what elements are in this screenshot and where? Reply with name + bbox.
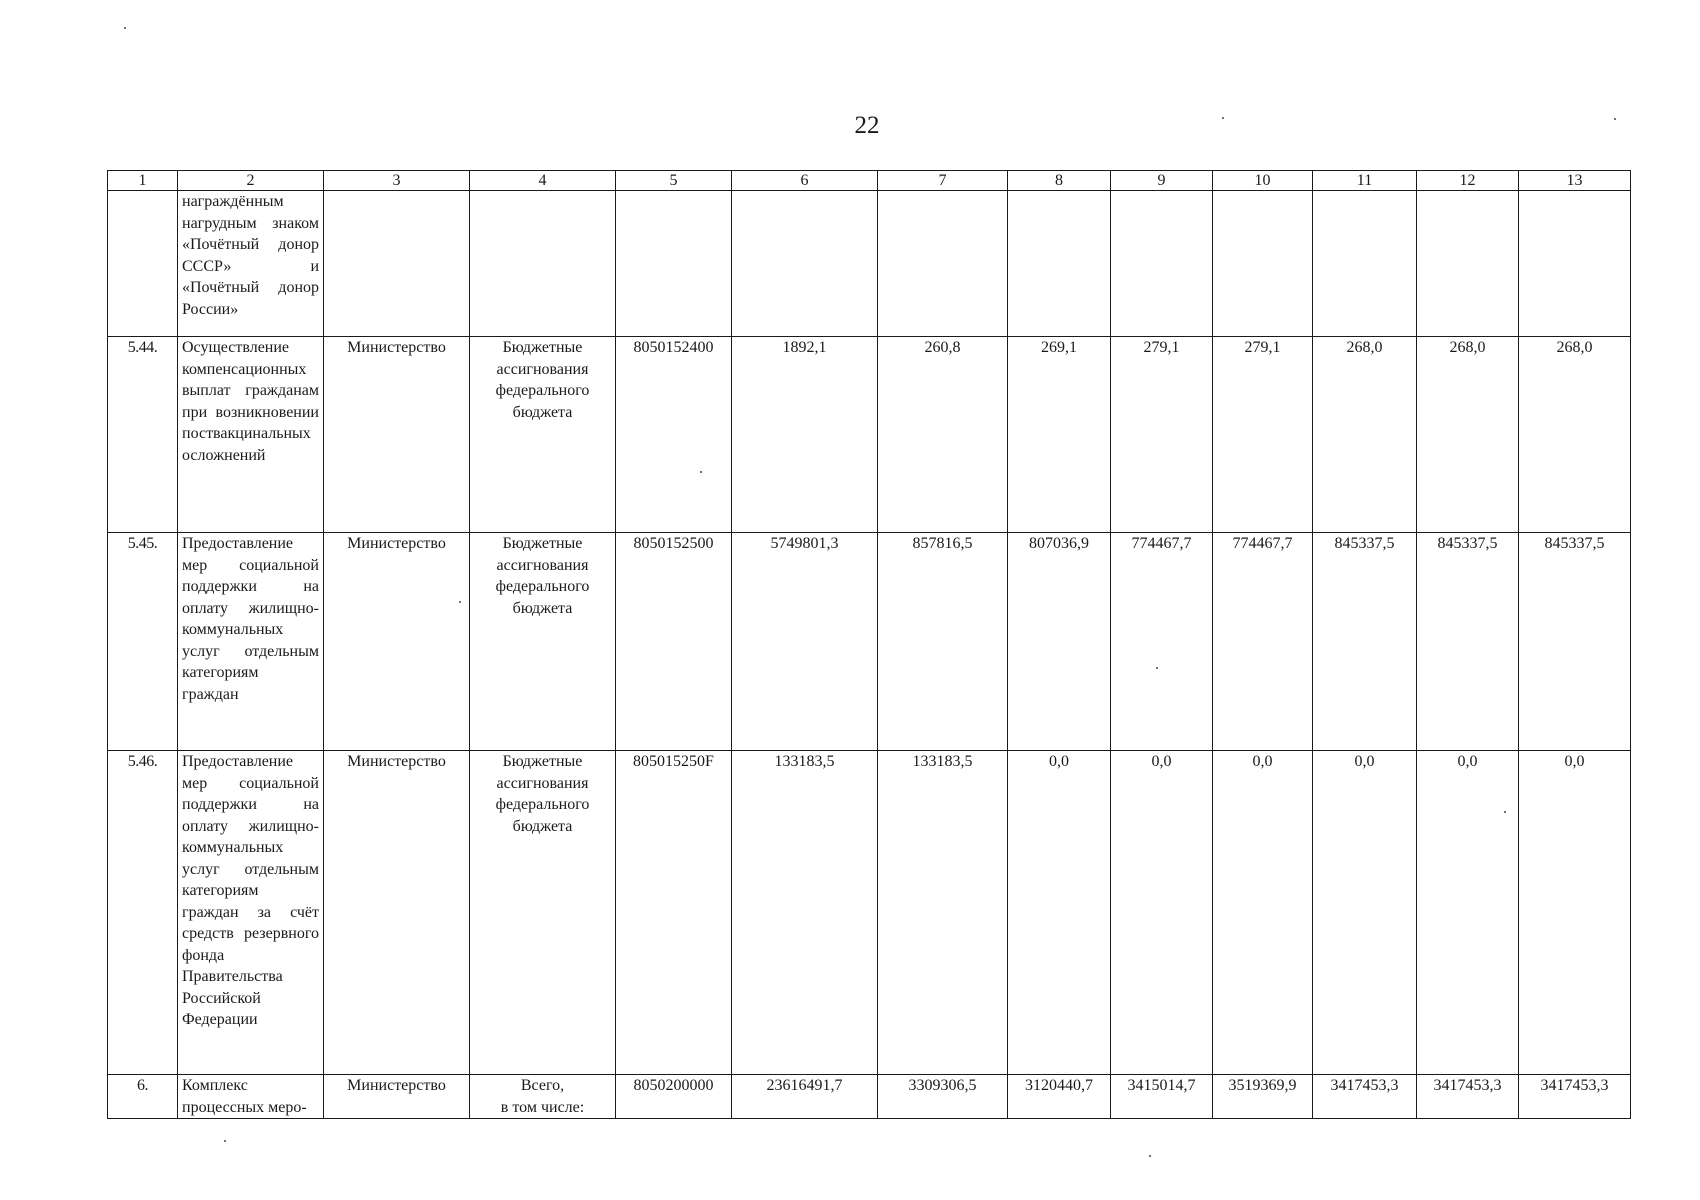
value-cell: 3415014,7	[1111, 1075, 1213, 1119]
row-number-cell: 5.46.	[108, 751, 178, 1075]
column-number: 2	[178, 171, 324, 191]
column-number: 3	[324, 171, 470, 191]
measure-name-cell: Осуществление компенсационных выплат гражданам при возникновении поствакцинальных осложнений	[178, 337, 324, 533]
column-number: 1	[108, 171, 178, 191]
value-cell: 5749801,3	[732, 533, 878, 751]
value-cell: 279,1	[1213, 337, 1313, 533]
value-cell: 3417453,3	[1519, 1075, 1631, 1119]
value-cell: 3309306,5	[878, 1075, 1008, 1119]
code-cell	[616, 191, 732, 337]
source-cell	[470, 1075, 616, 1119]
value-cell: 268,0	[1313, 337, 1417, 533]
value-cell	[1008, 191, 1111, 337]
row-number-cell	[108, 191, 178, 337]
scan-speck	[224, 1140, 226, 1142]
value-cell: 845337,5	[1417, 533, 1519, 751]
value-cell: 0,0	[1008, 751, 1111, 1075]
executor-cell: Министерство	[324, 533, 470, 751]
executor-cell: Министерство	[324, 337, 470, 533]
table-row	[108, 1075, 1631, 1119]
code-cell: 8050152400	[616, 337, 732, 533]
value-cell: 807036,9	[1008, 533, 1111, 751]
value-cell: 133183,5	[732, 751, 878, 1075]
code-cell: 8050200000	[616, 1075, 732, 1119]
column-number: 4	[470, 171, 616, 191]
column-number: 5	[616, 171, 732, 191]
table-row	[108, 533, 1631, 751]
scan-speck	[1149, 1155, 1151, 1157]
value-cell: 0,0	[1313, 751, 1417, 1075]
measure-name-cell: Комплекс процессных меро-	[178, 1075, 324, 1119]
row-number-cell: 5.45.	[108, 533, 178, 751]
value-cell: 268,0	[1417, 337, 1519, 533]
value-cell: 3417453,3	[1313, 1075, 1417, 1119]
source-cell: Бюджетные ассигнования федерального бюджета	[470, 337, 616, 533]
scan-speck	[700, 471, 702, 473]
table-row	[108, 751, 1631, 1075]
value-cell	[1417, 191, 1519, 337]
value-cell: 133183,5	[878, 751, 1008, 1075]
source-cell	[470, 191, 616, 337]
executor-cell	[324, 191, 470, 337]
value-cell	[1213, 191, 1313, 337]
measure-name-cell: Предоставление мер социальной поддержки на оплату жилищно-коммунальных услуг отдельным категориям граждан	[178, 533, 324, 751]
table-row-continuation	[108, 191, 1631, 337]
value-cell	[1111, 191, 1213, 337]
budget-table	[107, 170, 1631, 1119]
value-cell	[1313, 191, 1417, 337]
value-cell: 279,1	[1111, 337, 1213, 533]
measure-name-cell: Предоставление мер социальной поддержки на оплату жилищно-коммунальных услуг отдельным категориям граждан за счёт средств резервного фонда Правительства Российской Федерации	[178, 751, 324, 1075]
value-cell: 845337,5	[1519, 533, 1631, 751]
value-cell: 774467,7	[1213, 533, 1313, 751]
value-cell: 268,0	[1519, 337, 1631, 533]
value-cell: 845337,5	[1313, 533, 1417, 751]
source-line: Всего,	[520, 1077, 565, 1094]
value-cell	[732, 191, 878, 337]
executor-cell: Министерство	[324, 1075, 470, 1119]
row-number-cell: 6.	[108, 1075, 178, 1119]
value-cell: 1892,1	[732, 337, 878, 533]
measure-name-cell: награждённым нагрудным знаком «Почётный донор СССР» и «Почётный донор России»	[178, 191, 324, 337]
value-cell: 857816,5	[878, 533, 1008, 751]
scan-speck	[1156, 667, 1158, 669]
column-number: 12	[1417, 171, 1519, 191]
scan-speck	[459, 601, 461, 603]
value-cell: 0,0	[1111, 751, 1213, 1075]
column-number: 7	[878, 171, 1008, 191]
scan-speck	[1614, 118, 1616, 120]
value-cell: 3120440,7	[1008, 1075, 1111, 1119]
value-cell: 0,0	[1417, 751, 1519, 1075]
value-cell	[1519, 191, 1631, 337]
value-cell: 3417453,3	[1417, 1075, 1519, 1119]
source-cell: Бюджетные ассигнования федерального бюджета	[470, 533, 616, 751]
scan-speck	[1222, 117, 1224, 119]
column-number: 6	[732, 171, 878, 191]
page-number: 22	[854, 112, 880, 139]
column-number: 8	[1008, 171, 1111, 191]
value-cell: 269,1	[1008, 337, 1111, 533]
value-cell: 0,0	[1213, 751, 1313, 1075]
executor-cell: Министерство	[324, 751, 470, 1075]
column-number: 11	[1313, 171, 1417, 191]
source-line: в том числе:	[500, 1098, 585, 1116]
row-number-cell: 5.44.	[108, 337, 178, 533]
source-cell: Бюджетные ассигнования федерального бюджета	[470, 751, 616, 1075]
column-number: 13	[1519, 171, 1631, 191]
value-cell: 23616491,7	[732, 1075, 878, 1119]
code-cell: 805015250F	[616, 751, 732, 1075]
value-cell	[878, 191, 1008, 337]
table-row	[108, 337, 1631, 533]
column-number: 9	[1111, 171, 1213, 191]
scan-speck	[124, 27, 126, 29]
column-numbers-row	[108, 171, 1631, 191]
column-number: 10	[1213, 171, 1313, 191]
scan-speck	[1504, 811, 1506, 813]
value-cell: 774467,7	[1111, 533, 1213, 751]
value-cell: 3519369,9	[1213, 1075, 1313, 1119]
code-cell: 8050152500	[616, 533, 732, 751]
value-cell: 0,0	[1519, 751, 1631, 1075]
value-cell: 260,8	[878, 337, 1008, 533]
